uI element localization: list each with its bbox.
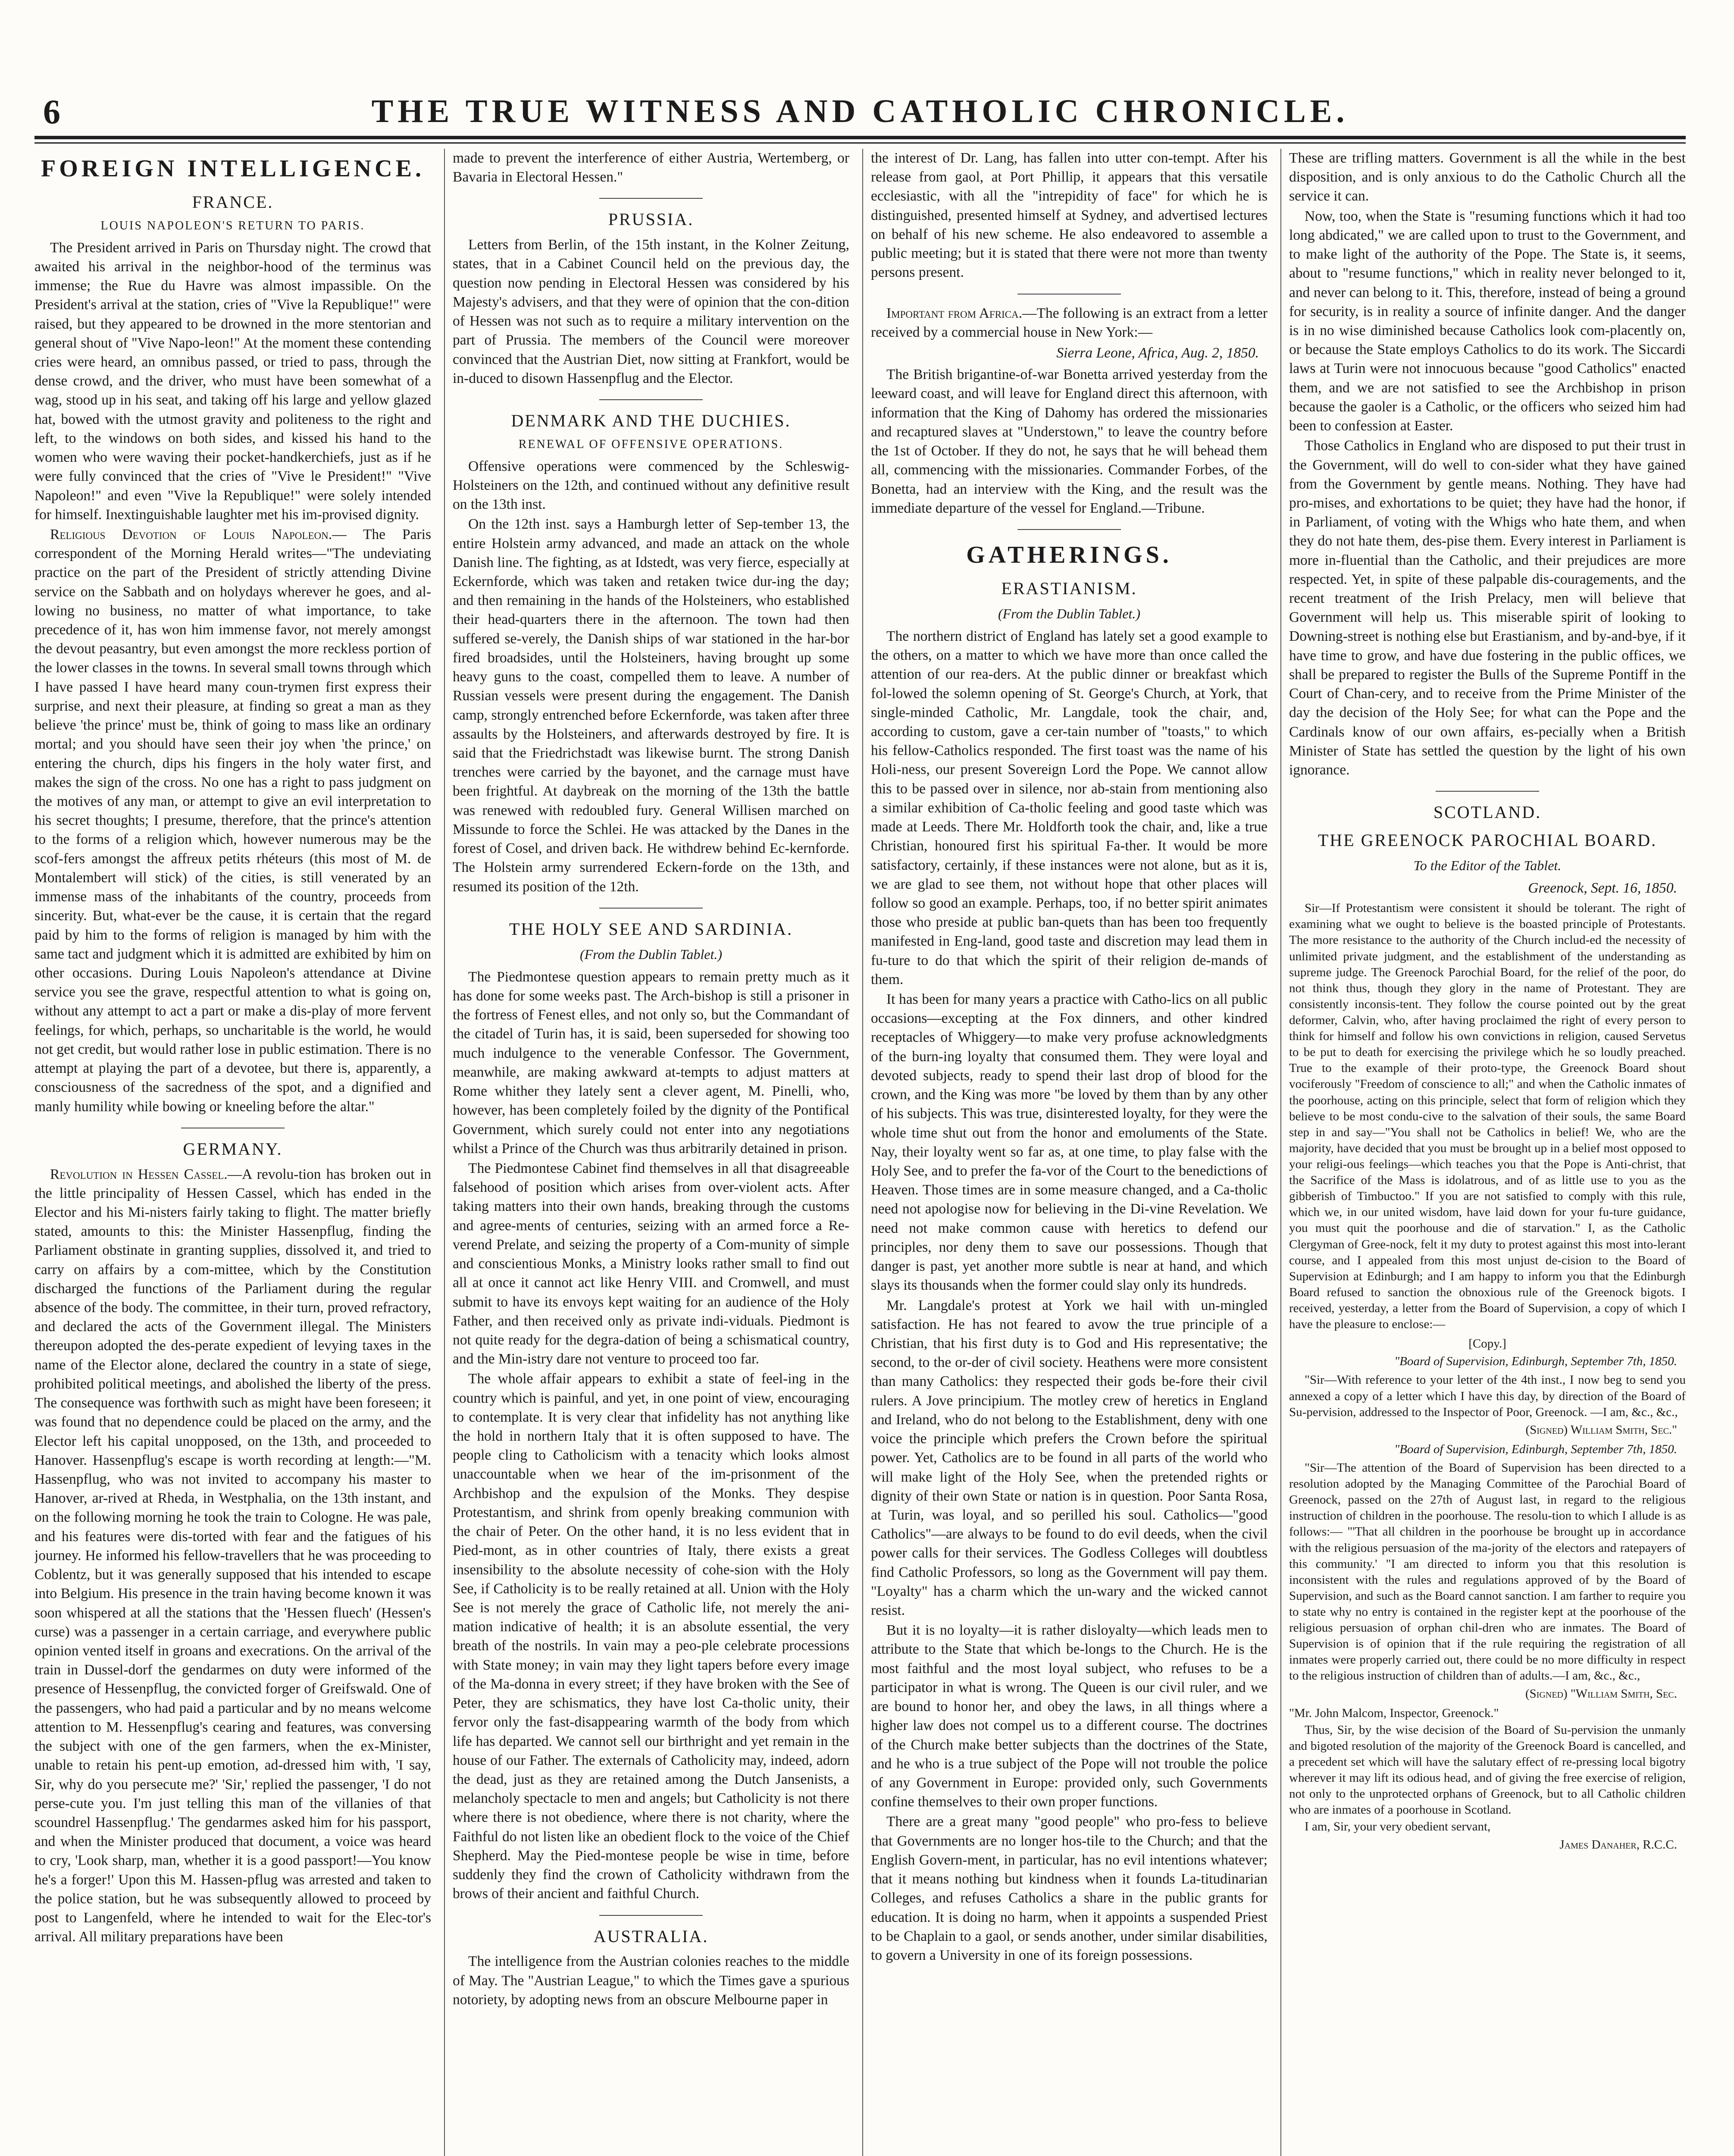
section-heading-foreign-intelligence: FOREIGN INTELLIGENCE. xyxy=(41,155,425,182)
paragraph-lead: Important from Africa. xyxy=(886,305,1023,321)
article-paragraph: The whole affair appears to exhibit a state of feel-ing in the country which is painful, and yet, in one point of view, encouraging to contemplate. It is very clear that infidelity has not anything like the hold in northern Italy that it is often supposed to have. The people cling to Catholicism with a tenacity which looks almost unaccountable when we hear of the im-prisonment of the Archbishop and the expulsion of the Monks. They despise Protestantism, and shrink from openly breaking communion with the chair of Peter. On the other hand, it is no less evident that in Pied-mont, as in other countries of Italy, there exists a great insensibility to the absolute necessity of cohe-sion with the Holy See, if Catholicity is to be really retained at all. Union with the Holy See is not merely the grace of Catholic life, not merely the ani-mation indicative of health; it is an absolute essential, the very breath of the nostrils. In vain may a peo-ple celebrate processions with State money; in vain may they light tapers before every image of the Ma-donna in every street; if they have broken with the See of Peter, they are schismatics, they have lost Ca-tholic unity, their fervor only the fast-disappearing warmth of the body from which life has departed. We cannot sell our birthright and yet remain in the house of our Father. The externals of Catholicity may, indeed, adorn the dead, just as they are retained among the Dutch Jansenists, a melancholy spectacle to men and angels; but Catholicity is not there where there is not obedience, where there is not charity, where the Faithful do not listen like an obedient flock to the voice of the Chief Shepherd. May the Pied-montese people be wise in time, before suddenly they find the crown of Catholicity withdrawn from the brows of their ancient and faithful Church. xyxy=(453,1371,849,1902)
paragraph-text: —A revolu-tion has broken out in the little principality of Hessen Cassel, which has ended in the Elector and his Mi-nisters fairly taking to flight. The matter briefly stated, amounts to this: the Minister Hassenpflug, finding the Parliament obstinate in granting supplies, dissolved it, and tried to carry on affairs by a com-mittee, which by the Constitution discharged the functions of the Parliament during the regular absence of the body. The committee, in their turn, proved refractory, and declared the acts of the Government illegal. The Ministers thereupon adopted the des-perate expedient of levying taxes in the name of the Elector alone, declared the country in a state of siege, prohibited political meetings, and abolished the liberty of the press. The consequence was forthwith such as might have been foreseen; it was found that no dependence could be placed on the army, and the Elector left his capital unopposed, on the 13th, and proceeded to Hanover. Hassenpflug's escape is worth recording at length:—"M. Hassenpflug, who was not invited to accompany his master to Hanover, ar-rived at Rheda, in Westphalia, on the 13th instant, and on the following morning he took the train to Cologne. He was pale, and his features were dis-torted with fear and the fatigues of his journey. He informed his fellow-travellers that he was proceeding to Coblentz, but it was generally supposed that his intended to escape into Belgium. His presence in the train having become known it was soon whispered at all the stations that the 'Hessen fluech' (Hessen's curse) was a passenger in a certain carriage, and everywhere public opinion vented itself in groans and execrations. On the arrival of the train in Dussel-dorf the gendarmes on duty were informed of the presence of Hessenpflug, the convicted forger of Greifswald. One of the passengers, who had paid a particular and by no means welcome attention to M. Hessenpflug's cearing and features, was conversing the subject with one of the gen farmers, when the ex-Minister, unable to retain his pent-up emotion, ad-dressed him with, 'I say, Sir, why do you persecute me?' 'Sir,' replied the passenger, 'I do not perse-cute you. I'm just telling this man of the villanies of that scoundrel Hassenpflug.' The gendarmes asked him for his passport, and when the Minister produced that document, a voice was heard to cry, 'Look sharp, man, whether it is a good passport!—You know he's a forger!' Upon this M. Hassen-pflug was arrested and taken to the police station, but he was subsequently allowed to proceed by post to Langenfeld, where he intended to wait for the Elec-tor's arrival. All military preparations have been xyxy=(34,1166,431,1945)
dateline: Sierra Leone, Africa, Aug. 2, 1850. xyxy=(1056,345,1259,361)
paragraph-text: —The following is an extract from a letter received by a commercial house in New York:— xyxy=(871,305,1268,340)
column-divider xyxy=(862,149,863,2156)
masthead xyxy=(34,93,1686,132)
paragraph-text: — The Paris correspondent of the Morning Herald writes—"The undeviating practice on the part of the President of strictly attending Divine service on the Sabbath and on holydays wherever he goes, and al-lowing no business, no matter of what importance, to take precedence of it, has won him immense favor, not merely amongst the devout peasantry, but even amongst the more reckless portion of the lower classes in the towns. In several small towns through which I have passed I have heard many coun-trymen first express their surprise, and next their pleasure, at finding so great a man as they believe 'the prince' must be, think of going to mass like an ordinary mortal; and you should have seen their joy when 'the prince,' on entering the church, dips his fingers in the holy water first, and makes the sign of the cross. No one has a right to pass judgment on the motives of any man, or attempt to give an evil interpretation to his secret thoughts; I presume, therefore, that the prince's attention to the forms of a religion which, however numerous may be the scof-fers amongst the affreux petits rhéteurs (this most of M. de Montalembert will stick) of the cities, is still venerated by an immense mass of the inhabitants of the country, proceeds from sincerity. But, what-ever be the cause, it is certain that the regard paid by him to the forms of religion is managed by him with the same tact and judgment which it is admitted are exhibited by him on other occasions. During Louis Napoleon's attendance at Divine service you see the grave, respectful attention to what is going on, without any attempt to act a part or make a dis-play of more fervent feelings, for which, perhaps, so uncharitable is the world, he would not get credit, but would rather lose in public estimation. There is no attempt at playing the part of a devotee, but there is, apparently, a consciousness of the sacredness of the spot, and a dignified and manly humility while bowing or kneeling before the altar." xyxy=(34,526,431,1115)
section-heading-denmark: DENMARK AND THE DUCHIES. xyxy=(511,411,791,430)
letter-address: To the Editor of the Tablet. xyxy=(1413,857,1562,873)
article-paragraph: Those Catholics in England who are disposed to put their trust in the Government, will do well to con-sider what they have gained from the Government by gentle means. Nothing. They have had pro-mises, and exhortations to be quiet; they have had the honor, if in Parliament, of voting with the Whigs who hate them, and when they do not hate them, des-pise them. Every interest in Parliament is more in-fluential than the Catholic, and their prejudices are more respected. Yet, in spite of these palpable dis-couragements, and the recent treatment of the Irish Prelacy, men will believe that Government will help us. This miserable spirit of looking to Downing-street is nothing else but Erastianism, and by-and-bye, if it have time to grow, and have due fostering in the public offices, we shall be prepared to register the Bulls of the Supreme Pontiff in the Court of Chan-cery, and to receive from the Prime Minister of the day the decision of the Holy See; for what can the Pope and the Cardinals know of our own affairs, es-pecially when a British Minister of State has settled the question by the light of his own ignorance. xyxy=(1289,438,1686,778)
article-paragraph: There are a great many "good people" who pro-fess to believe that Governments are no longer hos-tile to the Church; and that the English Govern-ment, in particular, has no evil intentions whatever; that it means nothing but kindness when it founds La-titudinarian Colleges, and refuses Catholics a share in the public grants for education. It is doing no harm, when it appoints a suspended Priest to be Chaplain to a gaol, or sends another, under similar disabilities, to govern a University in one of its foreign possessions. xyxy=(871,1814,1268,1963)
header-rule-thin xyxy=(34,142,1686,144)
article-paragraph xyxy=(34,525,431,1116)
article-paragraph xyxy=(871,304,1268,342)
section-divider xyxy=(599,908,703,909)
paragraph-lead: Revolution in Hessen Cassel. xyxy=(50,1166,228,1182)
article-paragraph: The Piedmontese Cabinet find themselves in all that disagreeable falsehood of position which arises from over-violent acts. After taking matters into their own hands, breaking through the customs and agree-ments of centuries, seizing with an armed force a Re-verend Prelate, and seizing the property of a Com-munity of simple and conscientious Monks, a Ministry looks rather small to find out all at once it cannot act like Henry VIII. and Cromwell, and must submit to have its envoys kept waiting for an audience of the Holy Father, and then received only as private indi-viduals. Piedmont is not quite ready for the degra-dation of being a schismatical country, and the Min-istry dare not venture to proceed too far. xyxy=(453,1160,849,1367)
article-paragraph: made to prevent the interference of either Austria, Wertemberg, or Bavaria in Electoral Hessen." xyxy=(453,150,849,185)
copy-label: [Copy.] xyxy=(1468,1337,1506,1351)
letter-paragraph: Sir—If Protestantism were consistent it should be tolerant. The right of examining what we ought to believe is the boasted principle of Protestants. The more resistance to the authority of the Church includ-ed the necessity of unlimited private judgment, and the establishment of the understanding as supreme judge. The Greenock Parochial Board, for the relief of the poor, do not think thus, though they glory in the name of Protestant. They are consistently inconsis-tent. They follow the course pointed out by the great deformer, Calvin, who, after having proclaimed the right of every person to think for himself and follow his own convictions in religion, caused Servetus to be put to death for exercising the privilege which he so loudly preached. True to the example of their proto-type, the Greenock Board shout vociferously "Freedom of conscience to all;" and when the Catholic inmates of the poorhouse, acting on this principle, select that form of religion which they believe to be most condu-cive to the salvation of their souls, the same Board step in and say—"You shall not be Catholics in belief! We, who are the majority, have decided that you must be brought up in a belief most opposed to your religi-ous feelings—which teaches you that the Pope is Anti-christ, that the Sacrifice of the Mass is idolatrous, and of as little use to you as the gibberish of Timbuctoo." If you are not satisfied to comply with this rule, which we, in our united wisdom, have laid down for your fu-ture guidance, you must quit the poorhouse and die of starvation." I, as the Catholic Clergyman of Gree-nock, felt it my duty to protest against this most into-lerant course, and I appealed from this most unjust de-cision to the Board of Supervision at Edinburgh; and I am happy to inform you that the Edinburgh Board refused to sanction the obnoxious rule of the Greenock bigots. I received, yesterday, a letter from the Board of Supervision, a copy of which I have the pleasure to enclose:— xyxy=(1289,901,1686,1332)
article-paragraph: The President arrived in Paris on Thursday night. The crowd that awaited his arrival in the neighbor-hood of the terminus was immense; the Rue du Havre was almost impassible. On the President's arrival at the station, cries of "Vive la Republique!" were raised, but they appeared to be drowned in the more stentorian and general shout of "Vive Napo-leon!" At the moment these contending cries were heard, an omnibus passed, or tried to pass, through the dense crowd, and the driver, who must have been somewhat of a wag, stood up in his seat, and taking off his large and yellow glazed hat, bowed with the utmost gravity and politeness to the right and left, to the windows on both sides, and kissed his hand to the women who were waving their pocket-handkerchiefs, just as if he were fully convinced that the cries of "Vive le President!" "Vive Napoleon!" and even "Vive la Republique!" were solely intended for himself. Inextinguishable laughter met his im-provised dignity. xyxy=(34,239,431,523)
section-heading-germany: GERMANY. xyxy=(183,1139,283,1159)
dateline: Greenock, Sept. 16, 1850. xyxy=(1528,880,1677,896)
article-source: (From the Dublin Tablet.) xyxy=(998,605,1141,621)
letter-paragraph: "Sir—The attention of the Board of Supervision has been directed to a resolution adopted by the Managing Committee of the Parochial Board of Greenock, passed on the 27th of August last, in regard to the religious instruction of children in the poorhouse. The resolu-tion to which I allude is as follows:— "'That all children in the poorhouse be brought up in accordance with the religious persuasion of the ma-jority of the electors and ratepayers of this community.' "I am directed to inform you that this resolution is inconsistent with the rules and regulations approved of by the Board of Supervision, and such as the Board cannot sanction. I am farther to require you to state why no entry is contained in the register kept at the poorhouse of the religious persuasion of orphan chil-dren who are inmates. The Board of Supervision is of opinion that if the rule requiring the registration of all inmates were properly carried out, there could be no more difficulty in respect to the religious instruction of children than of adults.—I am, &c., &c., xyxy=(1289,1460,1686,1683)
letter-closing: I am, Sir, your very obedient servant, xyxy=(1305,1820,1491,1834)
article-paragraph: Letters from Berlin, of the 15th instant, in the Kolner Zeitung, states, that in a Cabinet Council held on the previous day, the question now pending in Electoral Hessen was considered by his Majesty's advisers, and that they were of opinion that the con-dition of Hessen was not such as to require a military intervention on the part of Prussia. The members of the Council were moreover convinced that the Austrian Diet, now sitting at Frankfort, would be in-duced to disown Hassenpflug and the Elector. xyxy=(453,237,849,386)
article-paragraph: It has been for many years a practice with Catho-lics on all public occasions—excepting at the Fox dinners, and other kindred receptacles of Whiggery—to make very profuse acknowledgments of the burn-ing loyalty that consumed them. They were loyal and devoted subjects, ready to spend their last drop of blood for the crown, and the King was more "be loved by them than by any other of his subjects. This was true, disinterested loyalty, for they were the whole time shut out from the honor and emoluments of the State. Nay, their loyalty went so far as, at one time, to play false with the Holy See, and to prefer the fa-vor of the Court to the benedictions of Heaven. Those times are in some measure changed, and a Ca-tholic need not apologise now for believing in the Di-vine Revelation. We need not make common cause with heretics to defend our principles, nor deny them to save our possessions. Though that danger is past, yet another more subtle is near at hand, and which slays its thousands when the former could slay only its hundreds. xyxy=(871,991,1268,1294)
letter-signature: (Signed) William Smith, Sec." xyxy=(1525,1423,1677,1437)
section-heading-scotland: SCOTLAND. xyxy=(1433,802,1542,822)
section-divider xyxy=(599,399,703,400)
page-number: 6 xyxy=(43,93,60,131)
article-paragraph: Now, too, when the State is "resuming functions which it had too long abdicated," we are called upon to trust to the Government, and to make light of the authority of the Pope. The State is, it seems, about to "resume functions," which in reality never belonged to it, and never can belong to it. This, therefore, instead of being a ground for security, is in reality a source of infinite danger. And the danger is in no wise diminished because Catholics look com-placently on, or because the State employs Catholics to do its work. The Siccardi laws at Turin were not innocuous because "good Catholics" enacted them, and we are not satisfied to see the Archbishop in prison because the gaoler is a Catholic, or the officers who seized him had been to confession at Easter. xyxy=(1289,208,1686,434)
letter-signature: James Danaher, R.C.C. xyxy=(1559,1837,1677,1852)
section-divider xyxy=(1017,294,1121,295)
column-divider xyxy=(444,149,445,2156)
article-paragraph: The Piedmontese question appears to remain pretty much as it has done for some weeks past. The Arch-bishop is still a prisoner in the fortress of Fenest elles, and not only so, but the Commandant of the citadel of Turin has, it is said, been superseded for showing too much indulgence to the venerable Confessor. The Government, meanwhile, are making awkward at-tempts to adjust matters at Rome whither they lately sent a clever agent, M. Pinelli, who, however, has been completely foiled by the dignity of the Pontifical Government, which surely could not enter into any negotiations whilst a Prince of the Church was thus arbitrarily detained in prison. xyxy=(453,968,849,1156)
article-source: (From the Dublin Tablet.) xyxy=(579,946,723,962)
article-paragraph: Mr. Langdale's protest at York we hail with un-mingled satisfaction. He has not feared to avow the true principle of a Christian, that his first duty is to God and His representative; the second, to the or-der of civil society. Heathens were more consistent than many Catholics: they respected their gods be-fore their civil rulers. A Jove principium. The motley crew of heretics in England and Ireland, who do not belong to the Establishment, deny with one voice the principle which prefers the Crown before the spiritual power. Yet, Catholics are to be found in all parts of the world who will make light of the Holy See, when the pretended rights or dignity of their own State or nation is in question. Poor Santa Rosa, at Turin, was loyal, and so perilled his soul. Catholics—"good Catholics"—are always to be found to do evil deeds, when the civil power calls for their services. The Godless Colleges will doubtless find Catholic Professors, so long as the Government will pay them. "Loyalty" has a charm which the un-wary and the wicked cannot resist. xyxy=(871,1297,1268,1619)
letter-recipient: "Mr. John Malcom, Inspector, Greenock." xyxy=(1289,1706,1499,1720)
section-heading-france: FRANCE. xyxy=(192,192,274,212)
section-divider xyxy=(1017,529,1121,530)
column-1 xyxy=(34,149,431,2156)
article-paragraph: the interest of Dr. Lang, has fallen into utter con-tempt. After his release from gaol, at Port Phillip, it appears that this versatile ecclesiastic, with all the "intrepidity of face" for which he is distinguished, presented himself at Sydney, and advertised lectures on behalf of his new scheme. He also endeavored to assemble a public meeting; but it is stated that there were not more than twenty persons present. xyxy=(871,150,1268,281)
letter-paragraph: Thus, Sir, by the wise decision of the Board of Su-pervision the unmanly and bigoted resolution of the majority of the Greenock Board is cancelled, and a precedent set which will have the salutary effect of re-pressing local bigotry wherever it may lift its odious head, and of giving the free exercise of religion, not only to the unprotected orphans of Greenock, but to all Catholic children who are inmates of a poorhouse in Scotland. xyxy=(1289,1723,1686,1817)
article-paragraph: But it is no loyalty—it is rather disloyalty—which leads men to attribute to the State that which be-longs to the Church. He is the most faithful and the most loyal subject, who refuses to be a participator in what is wrong. The Queen is our civil ruler, and we are bound to honor her, and obey the laws, in all things where a higher law does not compel us to a different course. The doctrines of the Church make better subjects than the doctrines of the State, and he who is a true subject of the Pope will not trouble the police of any Government in Europe: provided only, such Governments confine themselves to their own proper functions. xyxy=(871,1622,1268,1810)
header-rule xyxy=(34,136,1686,139)
section-heading-holy-see: THE HOLY SEE AND SARDINIA. xyxy=(509,919,793,939)
section-heading-prussia: PRUSSIA. xyxy=(608,210,694,229)
section-heading-erastianism: ERASTIANISM. xyxy=(1001,578,1137,598)
article-paragraph: The British brigantine-of-war Bonetta arrived yesterday from the leeward coast, and will leave for England direct this afternoon, with information that the King of Dahomy has ordered the missionaries and recaptured slaves at "Understown," to leave the country before the 1st of October. If they do not, he says that he will behead them all, commencing with the missionaries. Commander Forbes, of the Bonetta, had an interview with the King, and the result was the immediate departure of the vessel for England.—Tribune. xyxy=(871,367,1268,516)
subheading-louis-napoleon-return: LOUIS NAPOLEON'S RETURN TO PARIS. xyxy=(100,219,365,232)
section-divider xyxy=(599,1915,703,1916)
letter-heading: "Board of Supervision, Edinburgh, September 7th, 1850. xyxy=(1394,1442,1677,1456)
column-divider xyxy=(1280,149,1281,2156)
article-paragraph: Offensive operations were commenced by the Schleswig-Holsteiners on the 12th, and continued without any definitive result on the 13th inst. xyxy=(453,458,849,513)
section-heading-gatherings: GATHERINGS. xyxy=(966,541,1172,568)
paragraph-lead: Religious Devotion of Louis Napoleon. xyxy=(50,526,332,542)
article-paragraph xyxy=(34,1165,431,1947)
column-3 xyxy=(871,149,1268,2156)
article-paragraph: These are trifling matters. Government is all the while in the best disposition, and is only anxious to do the Catholic Church all the service it can. xyxy=(1289,150,1686,204)
letter-paragraph: "Sir—With reference to your letter of the 4th inst., I now beg to send you annexed a copy of a letter which I have this day, by direction of the Board of Su-pervision, addressed to the Inspector of Poor, Greenock. —I am, &c., &c., xyxy=(1289,1373,1686,1419)
newspaper-title: THE TRUE WITNESS AND CATHOLIC CHRONICLE. xyxy=(371,93,1349,129)
section-divider xyxy=(1436,791,1539,792)
article-paragraph: The intelligence from the Austrian colonies reaches to the middle of May. The "Austrian League," to which the Times gave a spurious notoriety, by adopting news from an obscure Melbourne paper in xyxy=(453,1953,849,2008)
article-paragraph: The northern district of England has lately set a good example to the others, on a matter to which we have more than once called the attention of our rea-ders. At the public dinner or breakfast which fol-lowed the solemn opening of St. George's Church, at York, that single-minded Catholic, Mr. Langdale, took the chair, and, according to custom, gave a cer-tain number of "toasts," to which his fellow-Catholics responded. The first toast was the name of his Holi-ness, our present Sovereign Lord the Pope. We cannot allow this to be passed over in silence, nor ab-stain from mentioning also a similar exhibition of Ca-tholic feeling and good taste which was made at Leeds. There Mr. Holdforth took the chair, and, like a true Christian, honoured first his spiritual Fa-ther. It would be more satisfactory, certainly, if these instances were not alone, but as it is, we are glad to see them, not without hope that other places will follow so good an example. Perhaps, too, if no better spirit animates those who preside at public ban-quets than has been too frequently manifested in Eng-land, good taste and discretion may lead them in fu-ture to do that which the spirit of their religion de-mands of them. xyxy=(871,628,1268,987)
column-2 xyxy=(453,149,849,2156)
section-heading-australia: AUSTRALIA. xyxy=(593,1926,709,1946)
section-heading-greenock-board: THE GREENOCK PAROCHIAL BOARD. xyxy=(1318,830,1657,850)
subheading-offensive-operations: RENEWAL OF OFFENSIVE OPERATIONS. xyxy=(518,437,784,451)
section-divider xyxy=(599,198,703,199)
letter-heading: "Board of Supervision, Edinburgh, September 7th, 1850. xyxy=(1394,1354,1677,1369)
letter-signature: (Signed) "William Smith, Sec. xyxy=(1525,1686,1677,1701)
column-4 xyxy=(1289,149,1686,2156)
article-paragraph: On the 12th inst. says a Hamburgh letter of Sep-tember 13, the entire Holstein army advanced, and made an attack on the whole Danish line. The fighting, as at Idstedt, was very fierce, especially at Eckernforde, which was taken and retaken twice dur-ing the day; and then remaining in the hands of the Holsteiners, who established their head-quarters there in the afternoon. The town had then suffered se-verely, the Danish ships of war stationed in the har-bor fired broadsides, until the Holsteiners, having brought up some heavy guns to the coast, compelled them to leave. A number of Russian vessels were present during the engagement. The Danish camp, strongly entrenched before Eckernforde, was taken after three assaults by the Holsteiners, and afterwards destroyed by fire. It is said that the Friedrichstadt was likewise burnt. The strong Danish trenches were carried by the bayonet, and the carnage must have been frightful. At daybreak on the morning of the 13th the battle was renewed with redoubled fury. General Willisen marched on Missunde to force the Schlei. He was attacked by the Danes in the forest of Cosel, and driven back. He withdrew behind Ec-kernforde. The Holstein army surrendered Eckern-forde on the 13th, and resumed its position of the 12th. xyxy=(453,516,849,895)
